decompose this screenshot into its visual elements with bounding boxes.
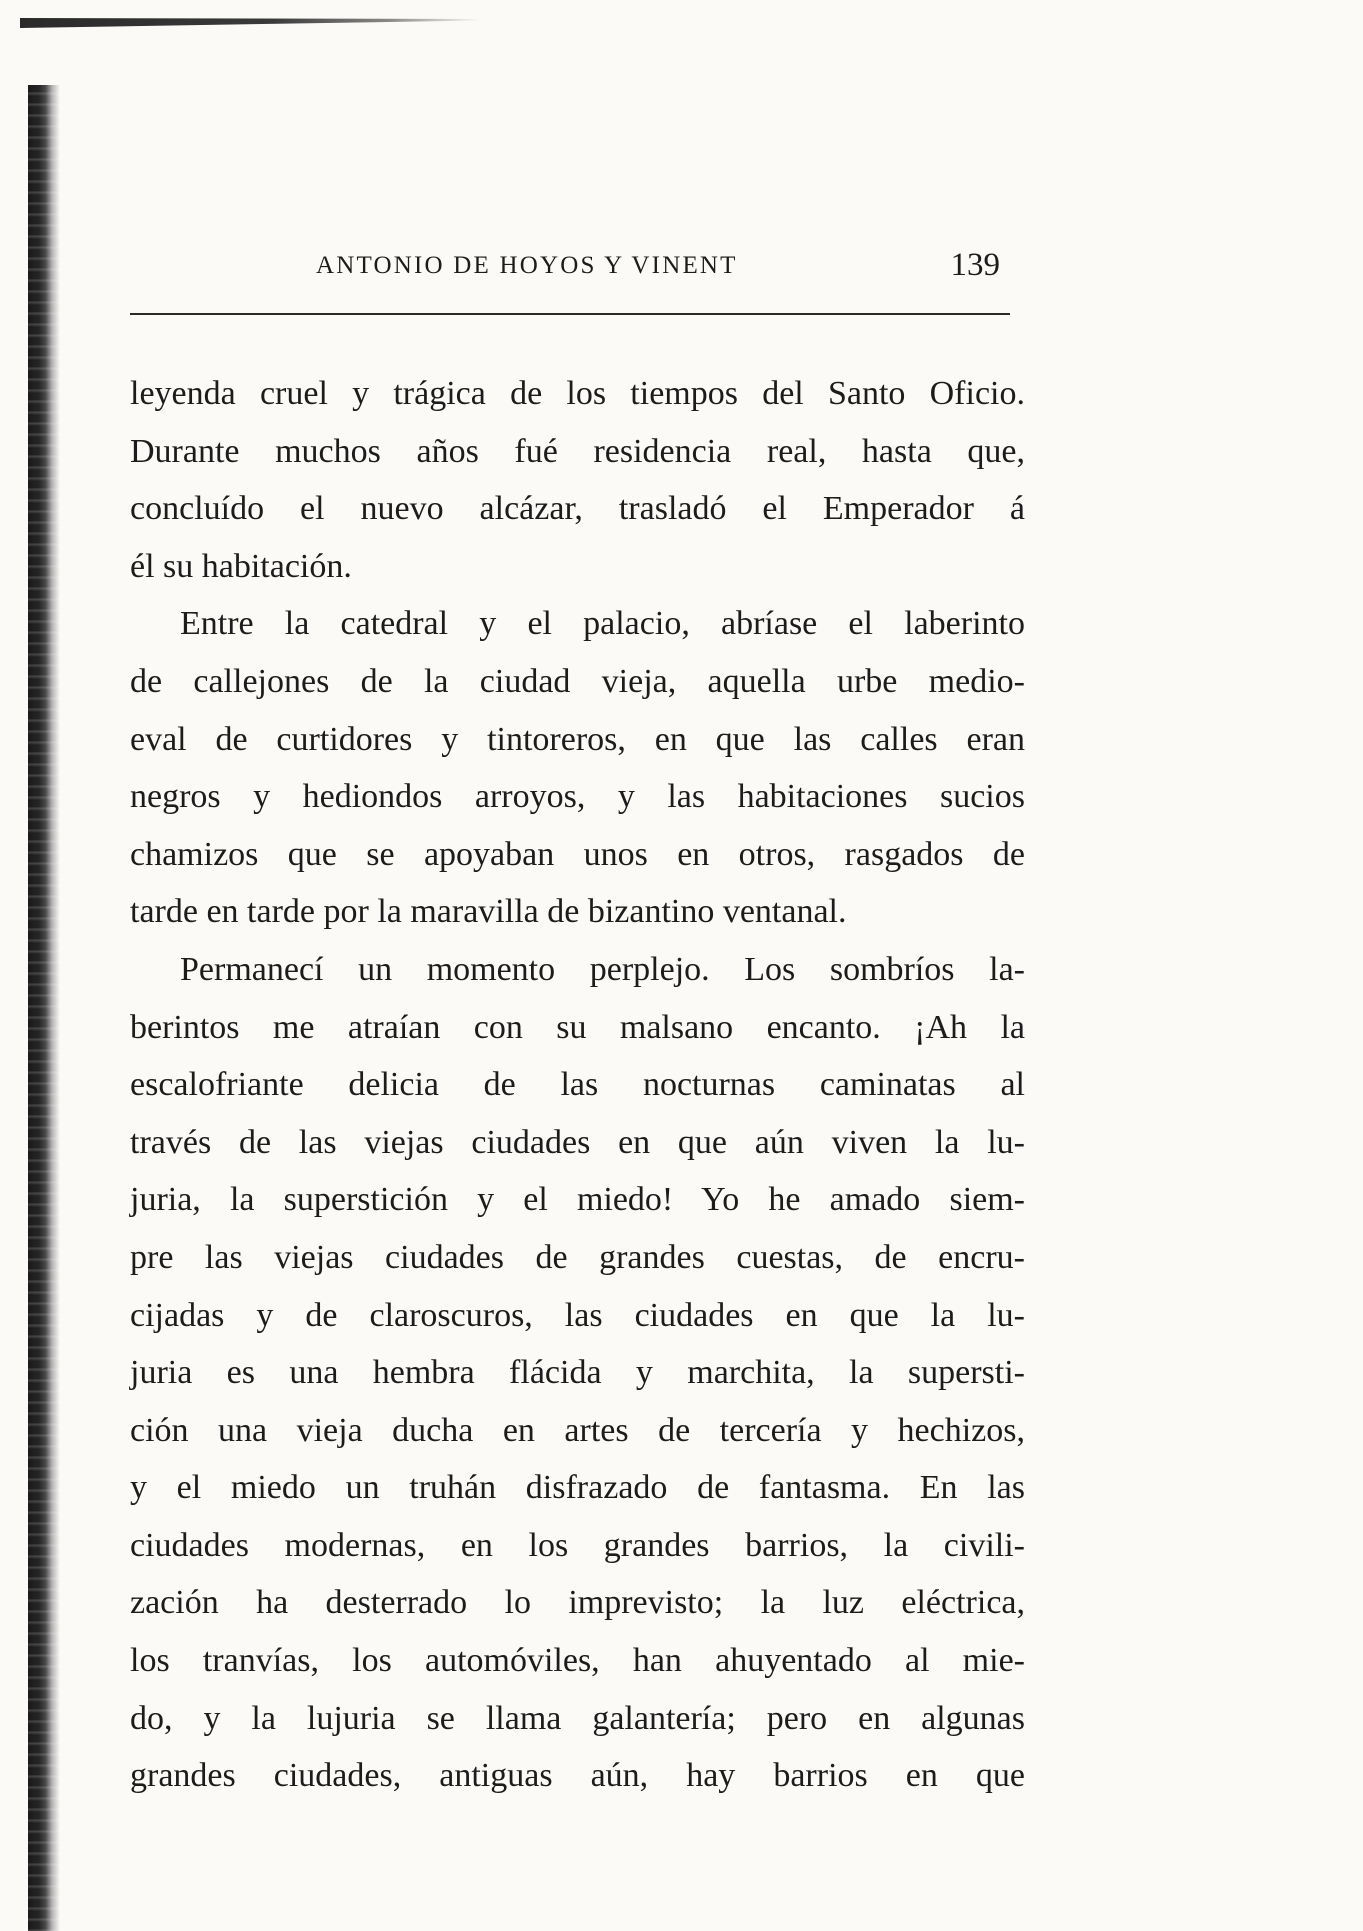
text-line: tarde en tarde por la maravilla de bizantino ventanal. xyxy=(130,893,847,931)
text-line: los tranvías, los automóviles, han ahuyentado al mie- xyxy=(130,1642,1025,1680)
text-line: ciudades modernas, en los grandes barrios, la civili- xyxy=(130,1526,1025,1564)
text-line: Durante muchos años fué residencia real, hasta que, xyxy=(130,432,1025,470)
page-header xyxy=(130,247,1010,292)
text-line: Permanecí un momento perplejo. Los sombríos la- xyxy=(180,950,1025,988)
text-line: ción una vieja ducha en artes de tercería y hechizos, xyxy=(130,1411,1025,1449)
text-line: do, y la lujuria se llama galantería; pero en algunas xyxy=(130,1699,1025,1737)
text-line: berintos me atraían con su malsano encanto. ¡Ah la xyxy=(130,1008,1025,1046)
text-line: Entre la catedral y el palacio, abríase el laberinto xyxy=(180,605,1025,643)
text-line: grandes ciudades, antiguas aún, hay barrios en que xyxy=(130,1757,1025,1795)
text-line: de callejones de la ciudad vieja, aquella urbe medio- xyxy=(130,662,1025,700)
text-line: y el miedo un truhán disfrazado de fantasma. En las xyxy=(130,1469,1025,1507)
text-line: través de las viejas ciudades en que aún viven la lu- xyxy=(130,1123,1025,1161)
text-line: juria, la superstición y el miedo! Yo he amado siem- xyxy=(130,1181,1025,1219)
text-line: leyenda cruel y trágica de los tiempos del Santo Oficio. xyxy=(130,375,1025,412)
text-line: pre las viejas ciudades de grandes cuestas, de encru- xyxy=(130,1238,1025,1276)
running-title: ANTONIO DE HOYOS Y VINENT xyxy=(316,252,738,279)
text-line: escalofriante delicia de las nocturnas caminatas al xyxy=(130,1066,1025,1104)
text-line: zación ha desterrado lo imprevisto; la luz eléctrica, xyxy=(130,1584,1025,1622)
text-line: cijadas y de claroscuros, las ciudades en que la lu- xyxy=(130,1296,1025,1334)
text-line: juria es una hembra flácida y marchita, la supersti- xyxy=(130,1354,1025,1392)
text-line: negros y hediondos arroyos, y las habitaciones sucios xyxy=(130,778,1025,816)
scan-binding-edge xyxy=(28,85,60,1931)
page-number: 139 xyxy=(950,247,1000,283)
text-line: chamizos que se apoyaban unos en otros, rasgados de xyxy=(130,835,1025,873)
body-text xyxy=(130,365,1025,1805)
header-rule xyxy=(130,313,1010,315)
text-line: concluído el nuevo alcázar, trasladó el Emperador á xyxy=(130,490,1025,528)
text-line: eval de curtidores y tintoreros, en que las calles eran xyxy=(130,720,1025,758)
scan-top-edge xyxy=(20,18,480,28)
text-line: él su habitación. xyxy=(130,547,352,585)
